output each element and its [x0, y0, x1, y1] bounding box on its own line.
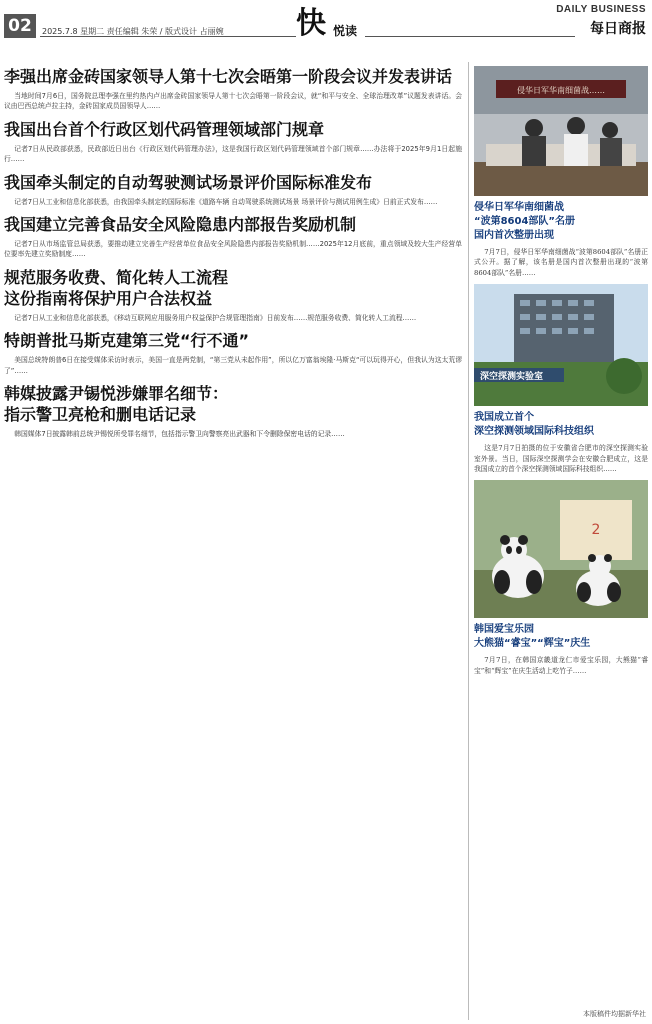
page-number: 02: [4, 14, 36, 38]
article-headline: 特朗普批马斯克建第三党“行不通”: [4, 331, 250, 351]
main-column: [4, 66, 462, 446]
photo-giant-pandas: [474, 480, 648, 618]
article-headline: 我国出台首个行政区划代码管理领域部门规章: [4, 119, 325, 139]
article-division-code: [4, 119, 462, 165]
side-body: 7月7日，侵华日军华南细菌战“波第8604部队”名册正式公开。据了解，该名册是国内首次整册出现的“波第8604部队”名册……: [474, 248, 648, 277]
photo-banner-text: 侵华日军华南细菌战……: [517, 86, 605, 95]
side-body: 这是7月7日拍摄的位于安徽省合肥市的深空探测实验室外景。当日，国际深空探测学会在安徽合肥成立，这是我国成立的首个深空探测领域国际科技组织……: [474, 444, 648, 474]
photo-deep-space-lab: [474, 284, 648, 406]
side-body: 7月7日，在韩国京畿道龙仁市爱宝乐园，大熊猫“睿宝”和“辉宝”在庆生活动上吃竹子……: [474, 656, 648, 675]
article-user-rights: [4, 267, 462, 323]
article-headline: 我国牵头制定的自动驾驶测试场景评价国际标准发布: [4, 172, 373, 192]
side-column: [474, 66, 648, 682]
photo-bacterial-warfare-exhibit: [474, 66, 648, 196]
masthead: [0, 0, 652, 50]
masthead-rule-left: [40, 36, 296, 37]
lab-sign-text: 深空探测实验室: [480, 372, 544, 383]
masthead-rule-right: [365, 36, 575, 37]
brand-logo: 每日商报: [590, 21, 646, 37]
article-body: 当地时间7月6日，国务院总理李强在里约热内卢出席金砖国家领导人第十七次会晤第一阶段会议，就“和平与安全、全球治理改革”议题发表讲话。会议由巴西总统卢拉主持，金砖国家成员国领导人……: [4, 92, 462, 111]
issue-line: 2025.7.8 星期二 责任编辑 朱荣 / 版式设计 占丽婉: [42, 27, 224, 36]
article-body: 记者7日从市场监管总局获悉，要推动建立完善生产经营单位食品安全风险隐患内部报告奖励机制……2025年12月底前，重点领域及较大生产经营单位要率先建立奖励制度……: [4, 240, 462, 259]
article-body: 美国总统特朗普6日在接受媒体采访时表示，美国一直是两党制，“第三党从未起作用”，所以亿万富翁埃隆·马斯克“可以玩得开心，但我认为这太荒谬了”……: [4, 356, 462, 375]
article-body: 记者7日从工业和信息化部获悉，由我国牵头制定的国际标准《道路车辆 自动驾驶系统测试场景 场景评价与测试用例生成》日前正式发布……: [14, 197, 438, 206]
article-headline: 我国建立完善食品安全风险隐患内部报告奖励机制: [4, 215, 357, 235]
panda-photo: [474, 480, 648, 618]
column-divider: [468, 62, 469, 1020]
article-brics-speech: [4, 66, 462, 112]
article-headline: 李强出席金砖国家领导人第十七次会晤第一阶段会议并发表讲话: [4, 67, 453, 86]
article-yoon-suk-yeol: [4, 383, 462, 439]
side-headline: 我国成立首个 深空探测领域国际科技组织: [474, 412, 594, 438]
article-body: 韩国媒体7日披露韩前总统尹锡悦所受罪名细节，包括指示警卫向警察亮出武器和下令删除保密电话的记录……: [14, 430, 345, 439]
section-word: 悦读: [333, 24, 358, 38]
article-body: 记者7日从工业和信息化部获悉，《移动互联网应用服务用户权益保护合规管理指南》日前发布……规范服务收费、简化转人工流程……: [14, 313, 417, 322]
brand-english: DAILY BUSINESS: [556, 4, 646, 15]
article-trump-musk: [4, 330, 462, 376]
article-headline: 规范服务收费、简化转人工流程 这份指南将保护用户合法权益: [4, 267, 229, 308]
footer-credit: 本版稿件均据新华社: [583, 1010, 646, 1018]
exhibit-photo: [474, 66, 648, 196]
article-headline: 韩媒披露尹锡悦涉嫌罪名细节： 指示警卫亮枪和删电话记录: [4, 384, 229, 425]
side-headline: 侵华日军华南细菌战 “波第8604部队”名册 国内首次整册出现: [474, 202, 575, 241]
article-body: 记者7日从民政部获悉，民政部近日出台《行政区划代码管理办法》，这是我国行政区划代码管理领域首个部门规章……办法将于2025年9月1日起施行……: [4, 144, 462, 164]
lab-photo: [474, 284, 648, 406]
cake-number: 2: [591, 522, 601, 539]
section-char: 快: [296, 6, 326, 41]
side-headline: 韩国爱宝乐园 大熊猫“睿宝”“辉宝”庆生: [474, 624, 591, 650]
article-food-safety: [4, 214, 462, 260]
article-autonomous-driving: [4, 172, 462, 207]
